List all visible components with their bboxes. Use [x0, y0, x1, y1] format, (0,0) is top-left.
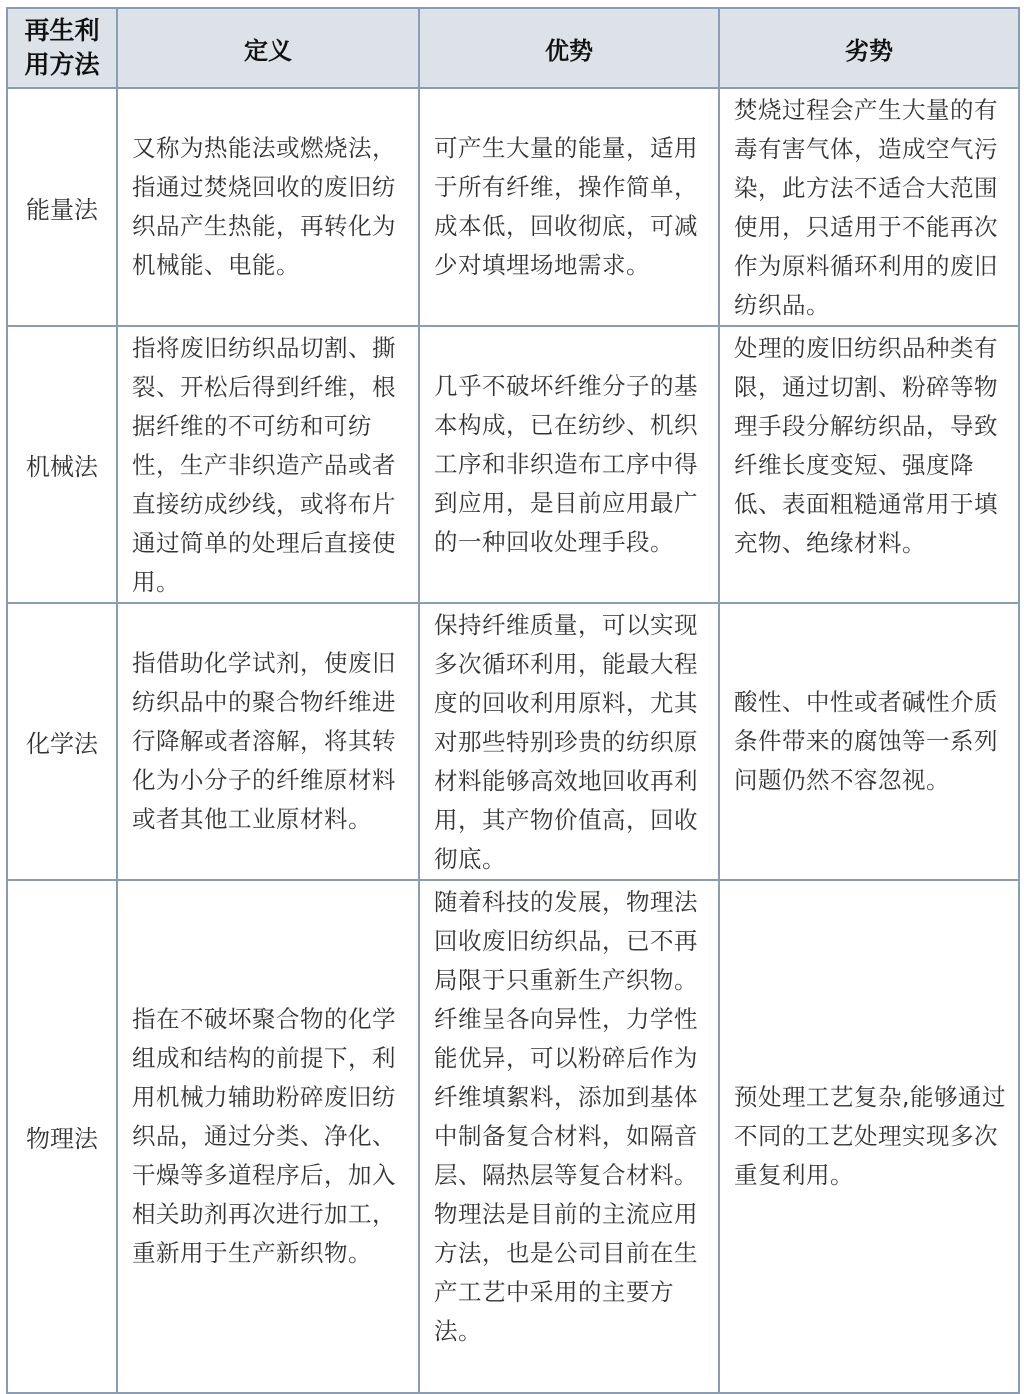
header-method: [7, 8, 117, 88]
method-cell: 物理法: [7, 880, 117, 1393]
definition-cell: 指在不破坏聚合物的化学组成和结构的前提下，利用机械力辅助粉碎废旧纺织品，通过分类、净化、干燥等多道程序后，加入相关助剂再次进行加工，重新用于生产新织物。: [117, 880, 419, 1393]
disadvantage-cell: 焚烧过程会产生大量的有毒有害气体，造成空气污染，此方法不适合大范围使用，只适用于不能再次作为原料循环利用的废旧纺织品。: [719, 88, 1019, 326]
table-body: [7, 88, 1019, 1393]
advantage-cell: 保持纤维质量，可以实现多次循环利用，能最大程度的回收利用原料，尤其对那些特别珍贵的纺织原材料能够高效地回收再利用，其产物价值高，回收彻底。: [419, 603, 719, 880]
recycling-methods-table: [6, 7, 1020, 1394]
table-row: [7, 326, 1019, 603]
header-disadvantage: 劣势: [719, 8, 1019, 88]
disadvantage-cell: 处理的废旧纺织品种类有限，通过切割、粉碎等物理手段分解纺织品，导致纤维长度变短、强度降低、表面粗糙通常用于填充物、绝缘材料。: [719, 326, 1019, 603]
advantage-cell: 随着科技的发展，物理法回收废旧纺织品，已不再局限于只重新生产织物。纤维呈各向异性，力学性能优异，可以粉碎后作为纤维填絮料，添加到基体中制备复合材料，如隔音层、隔热层等复合材料。物理法是目前的主流应用方法，也是公司目前在生产工艺中采用的主要方法。: [419, 880, 719, 1393]
table-header: [7, 8, 1019, 88]
recycling-methods-table-wrapper: [6, 7, 1018, 1394]
definition-cell: 又称为热能法或燃烧法，指通过焚烧回收的废旧纺织品产生热能，再转化为机械能、电能。: [117, 88, 419, 326]
definition-cell: 指借助化学试剂，使废旧纺织品中的聚合物纤维进行降解或者溶解，将其转化为小分子的纤维原材料或者其他工业原材料。: [117, 603, 419, 880]
disadvantage-cell: 酸性、中性或者碱性介质条件带来的腐蚀等一系列问题仍然不容忽视。: [719, 603, 1019, 880]
header-method-text: 再生利用方法: [24, 16, 100, 79]
method-cell: 化学法: [7, 603, 117, 880]
advantage-cell: 可产生大量的能量，适用于所有纤维，操作简单，成本低，回收彻底，可减少对填埋场地需求。: [419, 88, 719, 326]
advantage-cell: 几乎不破坏纤维分子的基本构成，已在纺纱、机织工序和非织造布工序中得到应用，是目前应用最广的一种回收处理手段。: [419, 326, 719, 603]
disadvantage-cell: 预处理工艺复杂,能够通过不同的工艺处理实现多次重复利用。: [719, 880, 1019, 1393]
method-cell: 能量法: [7, 88, 117, 326]
definition-cell: 指将废旧纺织品切割、撕裂、开松后得到纤维，根据纤维的不可纺和可纺性，生产非织造产品或者直接纺成纱线，或将布片通过简单的处理后直接使用。: [117, 326, 419, 603]
table-row: [7, 880, 1019, 1393]
table-row: [7, 603, 1019, 880]
header-row: [7, 8, 1019, 88]
header-advantage: 优势: [419, 8, 719, 88]
method-cell: 机械法: [7, 326, 117, 603]
header-definition: 定义: [117, 8, 419, 88]
table-row: [7, 88, 1019, 326]
